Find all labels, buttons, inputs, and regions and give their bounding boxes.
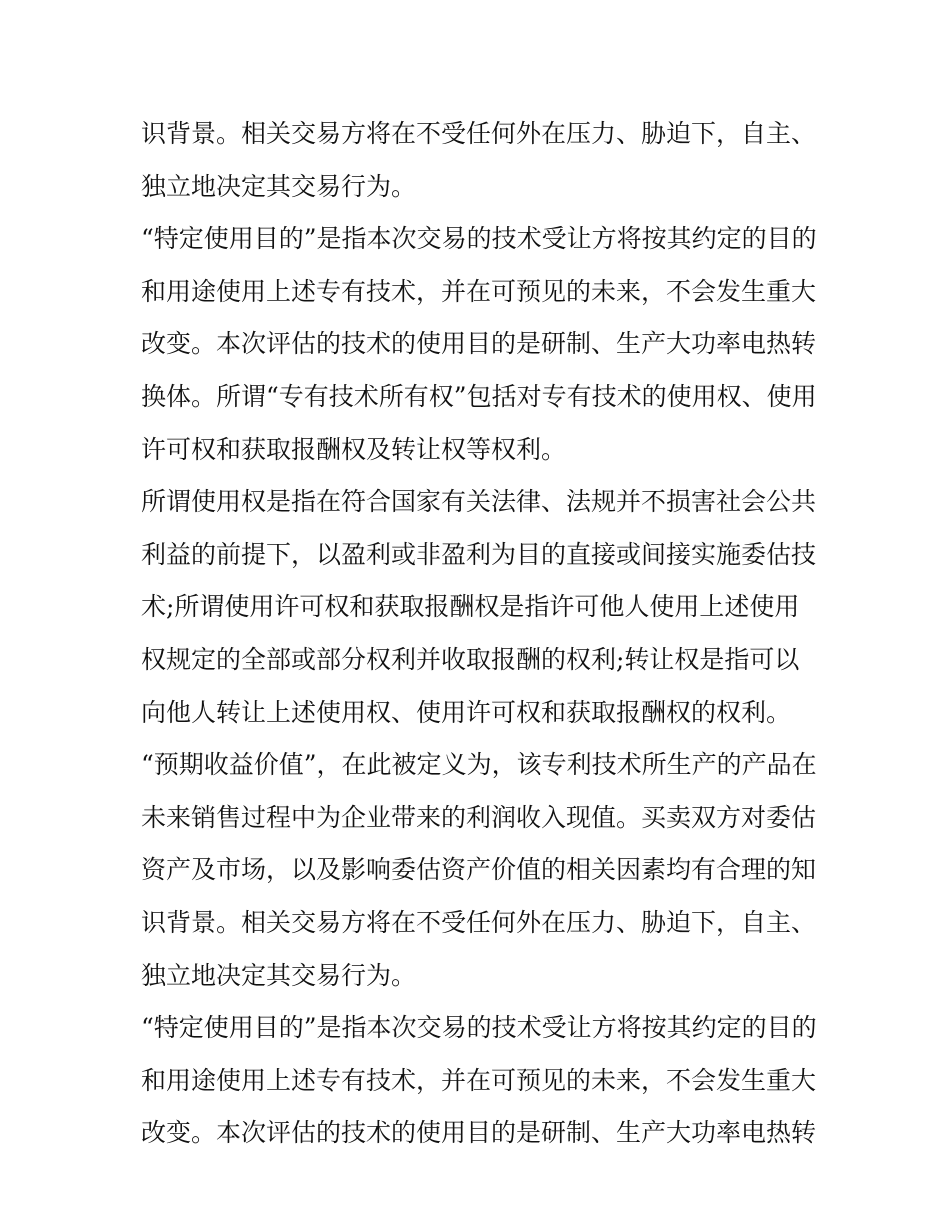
text-line: 未来销售过程中为企业带来的利润收入现值。买卖双方对委估 xyxy=(141,802,817,832)
text-line: 改变。本次评估的技术的使用目的是研制、生产大功率电热转 xyxy=(141,1118,817,1148)
text-line: 所谓使用权是指在符合国家有关法律、法规并不损害社会公共 xyxy=(141,487,817,517)
text-line: 换体。所谓“专有技术所有权”包括对专有技术的使用权、使用 xyxy=(141,381,817,411)
text-line: 向他人转让上述使用权、使用许可权和获取报酬权的权利。 xyxy=(141,697,792,727)
text-line: 术;所谓使用许可权和获取报酬权是指许可他人使用上述使用 xyxy=(141,592,800,622)
text-line: “预期收益价值”，在此被定义为，该专利技术所生产的产品在 xyxy=(141,750,817,780)
text-line: 识背景。相关交易方将在不受任何外在压力、胁迫下，自主、 xyxy=(141,907,817,937)
text-line: 和用途使用上述专有技术，并在可预见的未来，不会发生重大 xyxy=(141,1065,817,1095)
text-line: “特定使用目的”是指本次交易的技术受让方将按其约定的目的 xyxy=(141,224,817,254)
text-line: 独立地决定其交易行为。 xyxy=(141,960,417,990)
text-line: 独立地决定其交易行为。 xyxy=(141,171,417,201)
text-line: 和用途使用上述专有技术，并在可预见的未来，不会发生重大 xyxy=(141,276,817,306)
text-line: 识背景。相关交易方将在不受任何外在压力、胁迫下，自主、 xyxy=(141,119,817,148)
document-body xyxy=(141,108,821,1160)
text-line: 许可权和获取报酬权及转让权等权利。 xyxy=(141,434,567,464)
text-line: 利益的前提下，以盈利或非盈利为目的直接或间接实施委估技 xyxy=(141,539,817,569)
text-line: “特定使用目的”是指本次交易的技术受让方将按其约定的目的 xyxy=(141,1013,817,1043)
text-line: 改变。本次评估的技术的使用目的是研制、生产大功率电热转 xyxy=(141,329,817,359)
text-line: 权规定的全部或部分权利并收取报酬的权利;转让权是指可以 xyxy=(141,644,800,674)
text-line: 资产及市场，以及影响委估资产价值的相关因素均有合理的知 xyxy=(141,855,817,885)
